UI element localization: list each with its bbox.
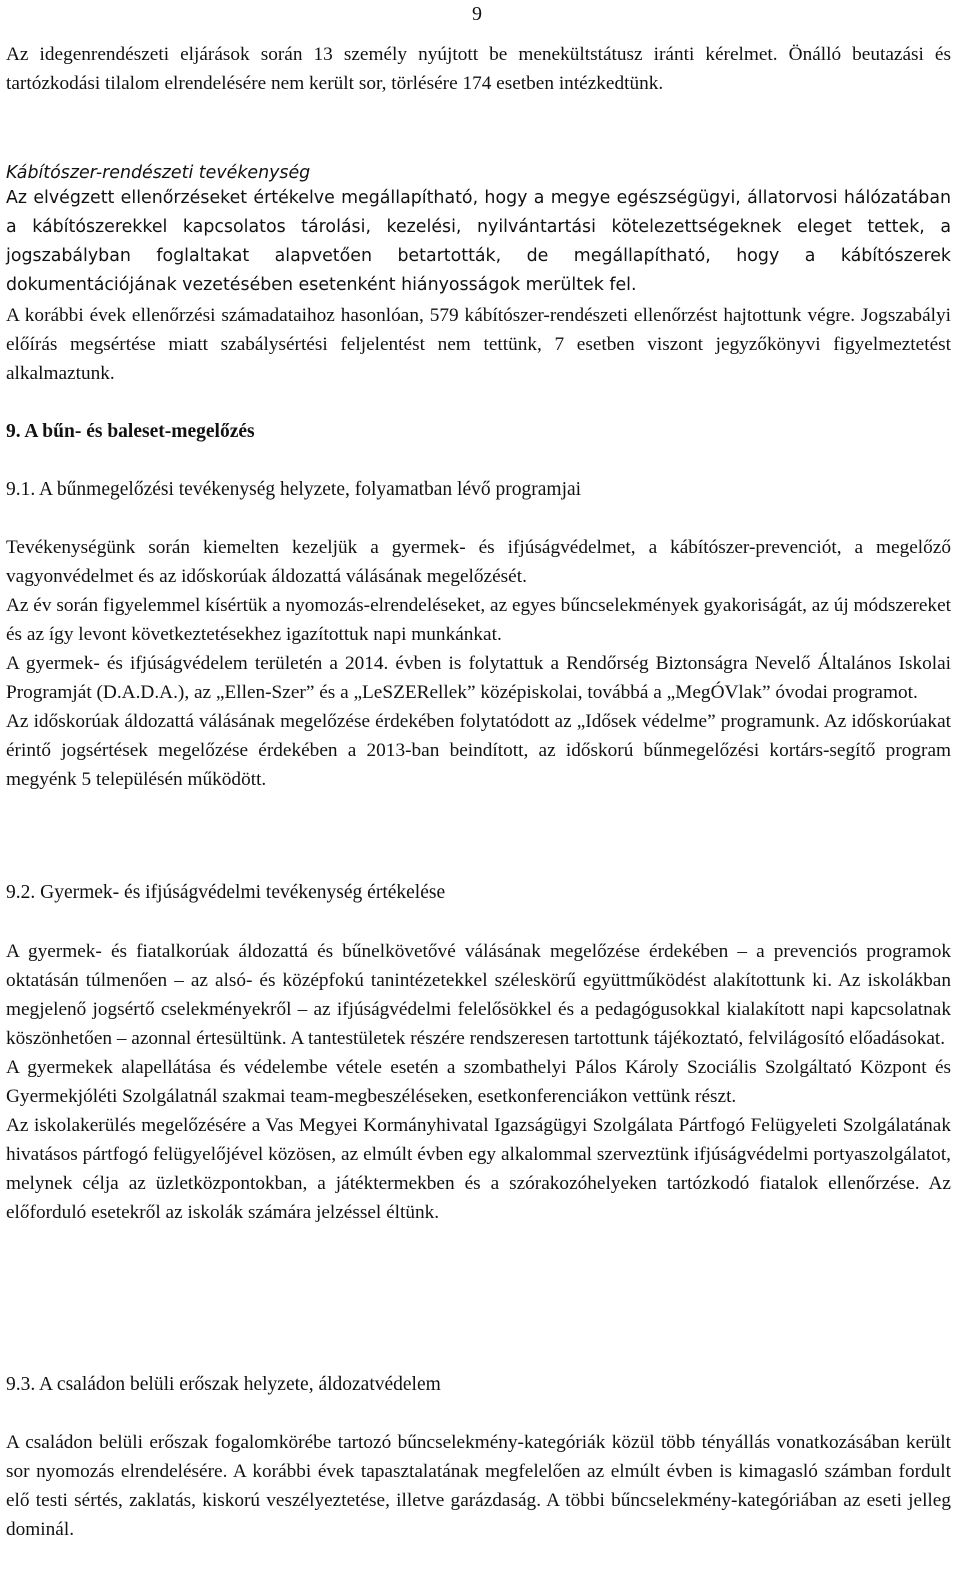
page-number: 9 [472, 3, 482, 25]
section-9-2-body [6, 937, 951, 1227]
section-9-1-body [6, 533, 951, 794]
intro-paragraph: Az idegenrendészeti eljárások során 13 személy nyújtott be menekültstátusz iránti kérelmet. Önálló beutazási és tartózkodási tilalom elrendelésére nem került sor, törlésére 174 esetben intézkedtünk. [6, 44, 951, 94]
section-9-heading: 9. A bűn- és baleset-megelőzés [6, 421, 255, 442]
section-9-3-heading: 9.3. A családon belüli erőszak helyzete, áldozatvédelem [6, 1374, 441, 1395]
s91-paragraph-3: A gyermek- és ifjúságvédelem területén a 2014. évben is folytattuk a Rendőrség Biztonságra Nevelő Általános Iskolai Programját (D.A.D.A.), az „Ellen-Szer” és a „LeSZERellek” középiskolai, továbbá a „MegÓVlak” óvodai programot. [6, 653, 951, 703]
drug-paragraph-2: A korábbi évek ellenőrzési számadataihoz hasonlóan, 579 kábítószer-rendészeti ellenőrzést hajtottunk végre. [6, 305, 856, 326]
drug-paragraph-1: Az elvégzett ellenőrzéseket értékelve megállapítható, hogy a megye egészségügyi, állatorvosi hálózatában a kábítószerekkel kapcsolatos tárolási, kezelési, nyilvántartási kötelezettségeknek eleget tettek, a jogszabályban foglaltakat alapvetően betartották, de megállapítható, hogy a kábítószerek dokumentációjának vezetésében esetenként hiányosságok merültek fel. [6, 188, 951, 295]
drug-stats-block [6, 301, 951, 388]
s91-paragraph-2: Az év során figyelemmel kísértük a nyomozás-elrendeléseket, az egyes bűncselekmények gyakoriságát, az új módszereket és az így levont következtetésekhez igazítottuk napi munkánkat. [6, 595, 951, 645]
s92-paragraph-3: Az iskolakerülés megelőzésére a Vas Megyei Kormányhivatal Igazságügyi Szolgálata Pártfogó Felügyeleti Szolgálatának hivatásos pártfogó felügyelőjével közösen, az elmúlt évben egy alkalommal szerveztünk ifjúságvédelmi portyaszolgálatot, melynek célja az üzletközpontokban, a játéktermekben és a szórakozóhelyeken tartózkodó fiatalok ellenőrzése. Az előforduló esetekről az iskolák számára jelzéssel éltünk. [6, 1115, 951, 1223]
drug-section-heading: Kábítószer-rendészeti tevékenység [6, 163, 311, 183]
drug-section-body [6, 184, 951, 300]
s91-paragraph-4: Az időskorúak áldozattá válásának megelőzése érdekében folytatódott az „Idősek védelme” programunk. Az időskorúakat érintő jogsértések megelőzése érdekében a 2013-ban beindított, az időskorú bűnmegelőzési kortárs-segítő program megyénk 5 településén működött. [6, 711, 951, 790]
s93-paragraph-1: A családon belüli erőszak fogalomkörébe tartozó bűncselekmény-kategóriák közül több tényállás vonatkozásában került sor nyomozás elrendelésére. A korábbi évek tapasztalatának megfelelően az elmúlt évben is kimagasló számban fordult elő testi sértés, zaklatás, kiskorú veszélyeztetése, illetve garázdaság. A többi bűncselekmény-kategóriában az eseti jelleg dominál. [6, 1432, 951, 1540]
section-9-2-heading: 9.2. Gyermek- és ifjúságvédelmi tevékenység értékelése [6, 882, 446, 903]
s92-paragraph-2: A gyermekek alapellátása és védelembe vétele esetén a szombathelyi Pálos Károly Szociális Szolgáltató Központ és Gyermekjóléti Szolgálatnál szakmai team-megbeszéléseken, esetkonferenciákon vettünk részt. [6, 1057, 951, 1107]
section-9-1-heading: 9.1. A bűnmegelőzési tevékenység helyzete, folyamatban lévő programjai [6, 479, 582, 500]
drug-paragraph-3: Jogszabályi előírás megsértése miatt szabálysértési feljelentést nem tettünk, 7 esetben viszont jegyzőkönyvi figyelmeztetést alkalmaztunk. [6, 305, 951, 384]
s91-paragraph-1: Tevékenységünk során kiemelten kezeljük a gyermek- és ifjúságvédelmet, a kábítószer-prevenciót, a megelőző vagyonvédelmet és az időskorúak áldozattá válásának megelőzését. [6, 537, 951, 587]
section-9-3-body [6, 1428, 951, 1544]
s92-paragraph-1: A gyermek- és fiatalkorúak áldozattá és bűnelkövetővé válásának megelőzése érdekében – a prevenciós programok oktatásán túlmenően – az alsó- és középfokú tanintézetekkel széleskörű együttműködést alakítottunk ki. Az iskolákban megjelenő jogsértő cselekményekről – az ifjúságvédelmi felelősökkel és a pedagógusokkal kialakított napi kapcsolatnak köszönhetően – azonnal értesültünk. A tantestületek részére rendszeresen tartottunk tájékoztató, felvilágosító előadásokat. [6, 941, 951, 1049]
